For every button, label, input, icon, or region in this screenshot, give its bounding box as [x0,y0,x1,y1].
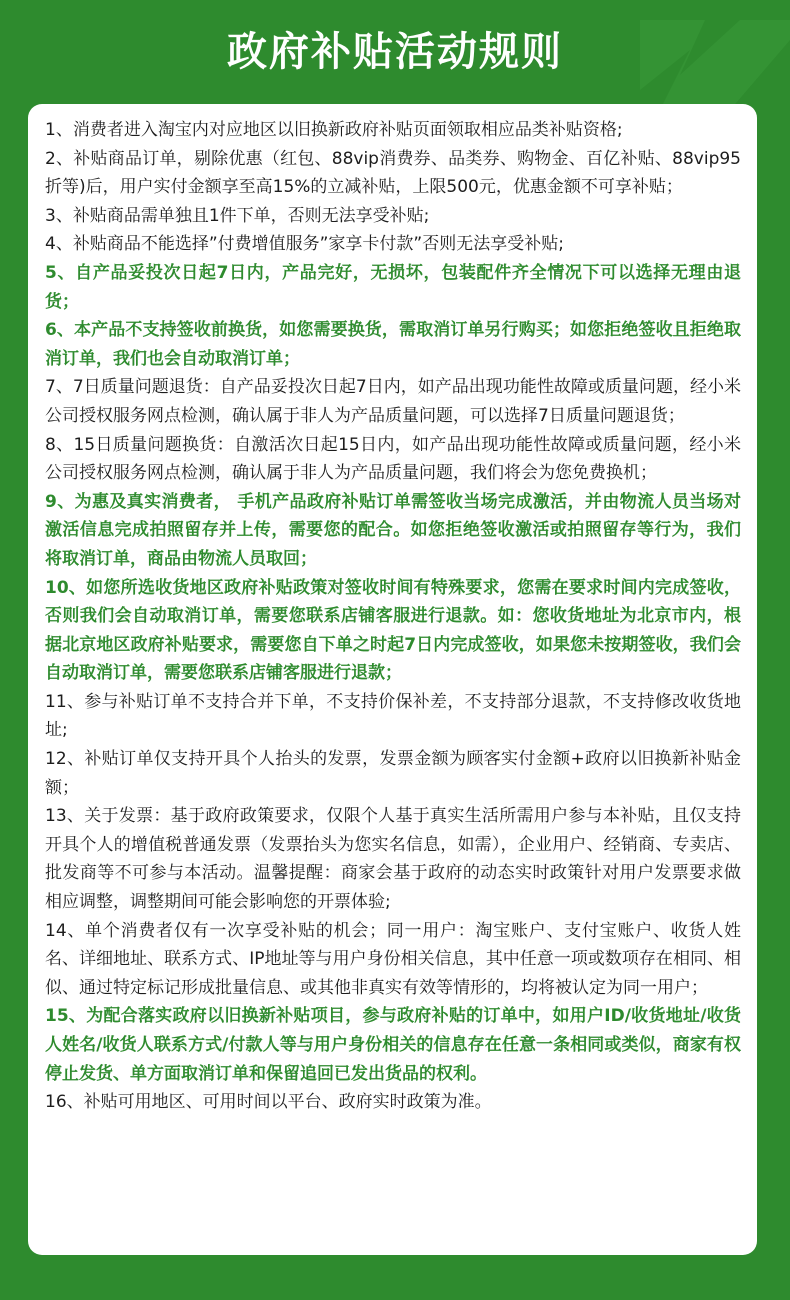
rule-item-7: 7、7日质量问题退货：自产品妥投次日起7日内，如产品出现功能性故障或质量问题，经小米公司授权服务网点检测，确认属于非人为产品质量问题，可以选择7日质量问题退货； [45,377,741,426]
rule-item-15: 15、为配合落实政府以旧换新补贴项目，参与政府补贴的订单中，如用户ID/收货地址/收货人姓名/收货人联系方式/付款人等与用户身份相关的信息存在任意一条相同或类似，商家有权停止发货、单方面取消订单和保留追回已发出货品的权利。 [45,1006,741,1084]
rule-item-9: 9、为惠及真实消费者， 手机产品政府补贴订单需签收当场完成激活，并由物流人员当场对激活信息完成拍照留存并上传，需要您的配合。如您拒绝签收激活或拍照留存等行为，我们将取消订单，商品由物流人员取回； [45,491,741,569]
rules-list [45,116,741,1117]
rule-item-5: 5、自产品妥投次日起7日内，产品完好，无损坏，包装配件齐全情况下可以选择无理由退货； [45,262,741,312]
rule-item-1: 1、消费者进入淘宝内对应地区以旧换新政府补贴页面领取相应品类补贴资格; [45,120,623,140]
rule-item-3: 3、补贴商品需单独且1件下单，否则无法享受补贴; [45,205,430,226]
rule-item-12: 12、补贴订单仅支持开具个人抬头的发票，发票金额为顾客实付金额+政府以旧换新补贴金额； [45,749,741,798]
rule-item-10: 10、如您所选收货地区政府补贴政策对签收时间有特殊要求，您需在要求时间内完成签收，否则我们会自动取消订单，需要您联系店铺客服进行退款。如：您收货地址为北京市内，根据北京地区政府补贴要求，需要您自下单之时起7日内完成签收，如果您未按期签收，我们会自动取消订单，需要您联系店铺客服进行退款； [45,577,741,684]
rule-item-13: 13、关于发票：基于政府政策要求，仅限个人基于真实生活所需用户参与本补贴，且仅支持开具个人的增值税普通发票（发票抬头为您实名信息，如需），企业用户、经销商、专卖店、批发商等不可参与本活动。温馨提醒：商家会基于政府的动态实时政策针对用户发票要求做相应调整，调整期间可能会影响您的开票体验; [45,806,741,913]
page-title: 政府补贴活动规则 [227,29,563,75]
rule-item-6: 6、本产品不支持签收前换货，如您需要换货，需取消订单另行购买；如您拒绝签收且拒绝取消订单，我们也会自动取消订单； [45,320,741,369]
rules-card [28,104,757,1255]
rule-item-16: 16、补贴可用地区、可用时间以平台、政府实时政策为准。 [45,1092,492,1113]
rule-item-2: 2、补贴商品订单，剔除优惠（红包、88vip消费券、品类券、购物金、百亿补贴、88vip95折等)后，用户实付金额享至高15%的立减补贴，上限500元，优惠金额不可享补贴； [45,148,741,198]
rule-item-4: 4、补贴商品不能选择”付费增值服务”家享卡付款”否则无法享受补贴; [45,234,564,255]
rule-item-8: 8、15日质量问题换货：自激活次日起15日内，如产品出现功能性故障或质量问题，经小米公司授权服务网点检测，确认属于非人为产品质量问题，我们将会为您免费换机； [45,434,741,484]
rule-item-11: 11、参与补贴订单不支持合并下单，不支持价保补差，不支持部分退款，不支持修改收货地址; [45,691,741,741]
rule-item-14: 14、单个消费者仅有一次享受补贴的机会；同一用户：淘宝账户、支付宝账户、收货人姓名、详细地址、联系方式、IP地址等与用户身份相关信息，其中任意一项或数项存在相同、相似、通过特定标记形成批量信息、或其他非真实有效等情形的，均将被认定为同一用户； [45,920,741,998]
